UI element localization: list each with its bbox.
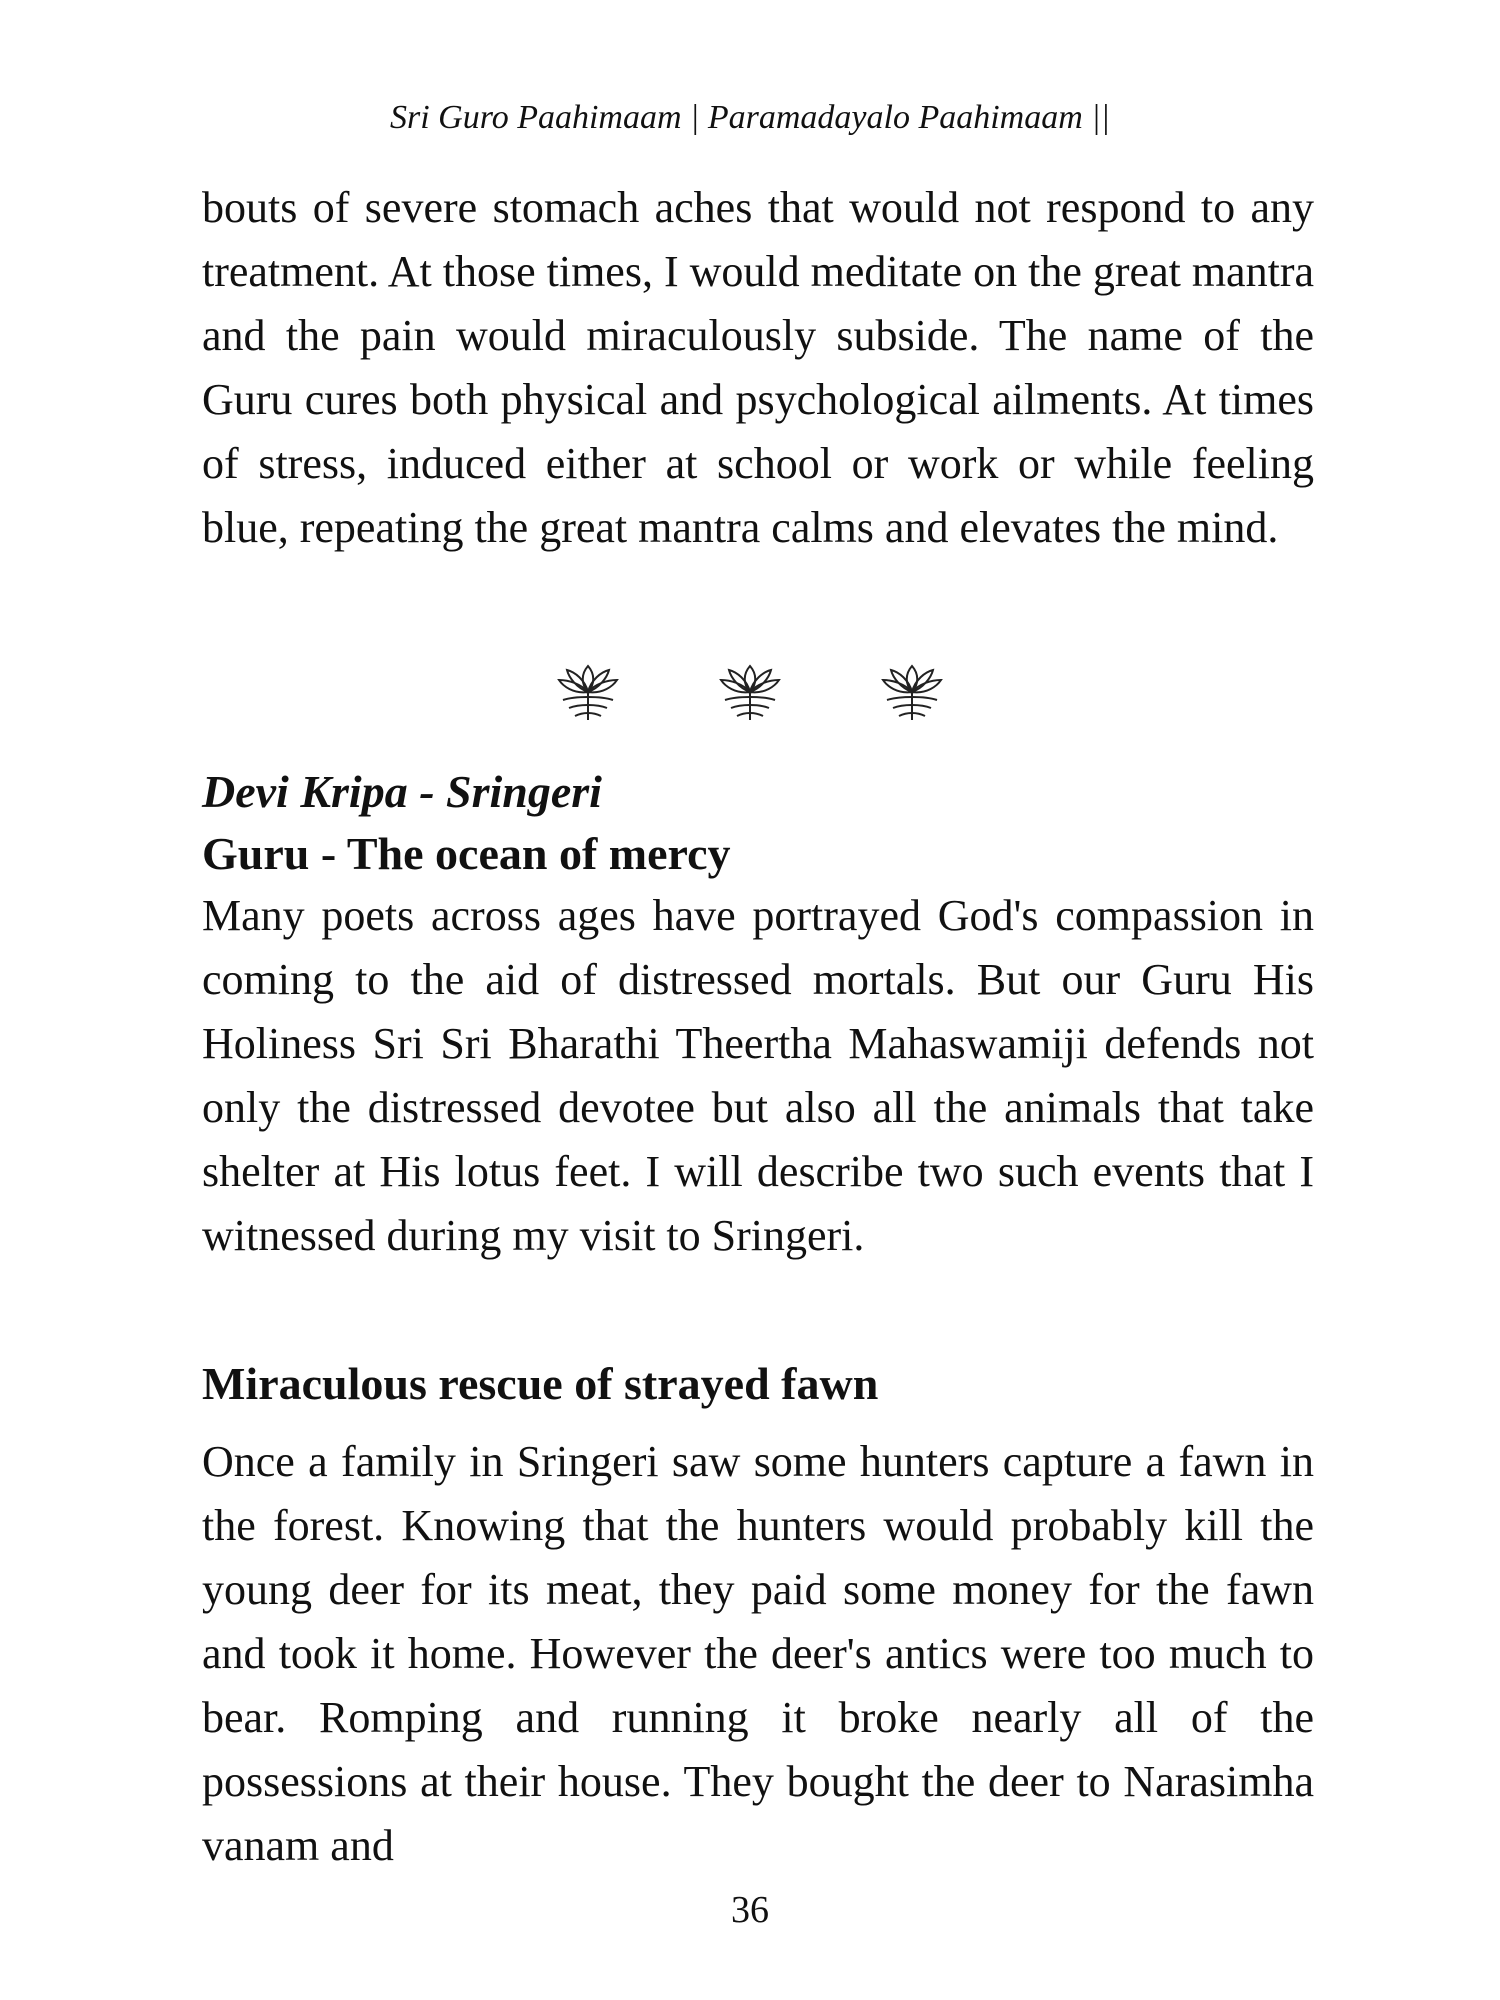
section-divider [0, 660, 1500, 730]
story-title: Miraculous rescue of strayed fawn [202, 1358, 879, 1409]
lotus-ornament-icon [555, 660, 621, 724]
continuation-text: bouts of severe stomach aches that would not respond to any treatment. At those times, I would meditate on the great mantra and the pain would miraculously subside. The name of the Guru cures both physical and psychological ailments. At times of stress, induced either at school or work or while feeling blue, repeating the great mantra calms and elevates the mind. [202, 183, 1314, 552]
running-header: Sri Guro Paahimaam | Paramadayalo Paahimaam || [390, 99, 1110, 136]
story-text: Once a family in Sringeri saw some hunters capture a fawn in the forest. Knowing that the hunters would probably kill the young deer for its meat, they paid some money for the fawn and took it home. However the deer's antics were too much to bear. Romping and running it broke nearly all of the possessions at their house. They bought the deer to Narasimha vanam and [202, 1437, 1314, 1870]
story-paragraph [202, 1430, 1314, 1878]
article-title: Guru - The ocean of mercy [202, 828, 731, 879]
article-paragraph [202, 884, 1314, 1268]
lotus-ornament-icon [717, 660, 783, 724]
page-number: 36 [731, 1889, 769, 1931]
continuation-paragraph [202, 176, 1314, 560]
article-subtitle: Devi Kripa - Sringeri [202, 766, 602, 817]
article-text: Many poets across ages have portrayed God's compassion in coming to the aid of distressed mortals. But our Guru His Holiness Sri Sri Bharathi Theertha Mahaswamiji defends not only the distressed devotee but also all the animals that take shelter at His lotus feet. I will describe two such events that I witnessed during my visit to Sringeri. [202, 891, 1314, 1260]
lotus-ornament-icon [879, 660, 945, 724]
